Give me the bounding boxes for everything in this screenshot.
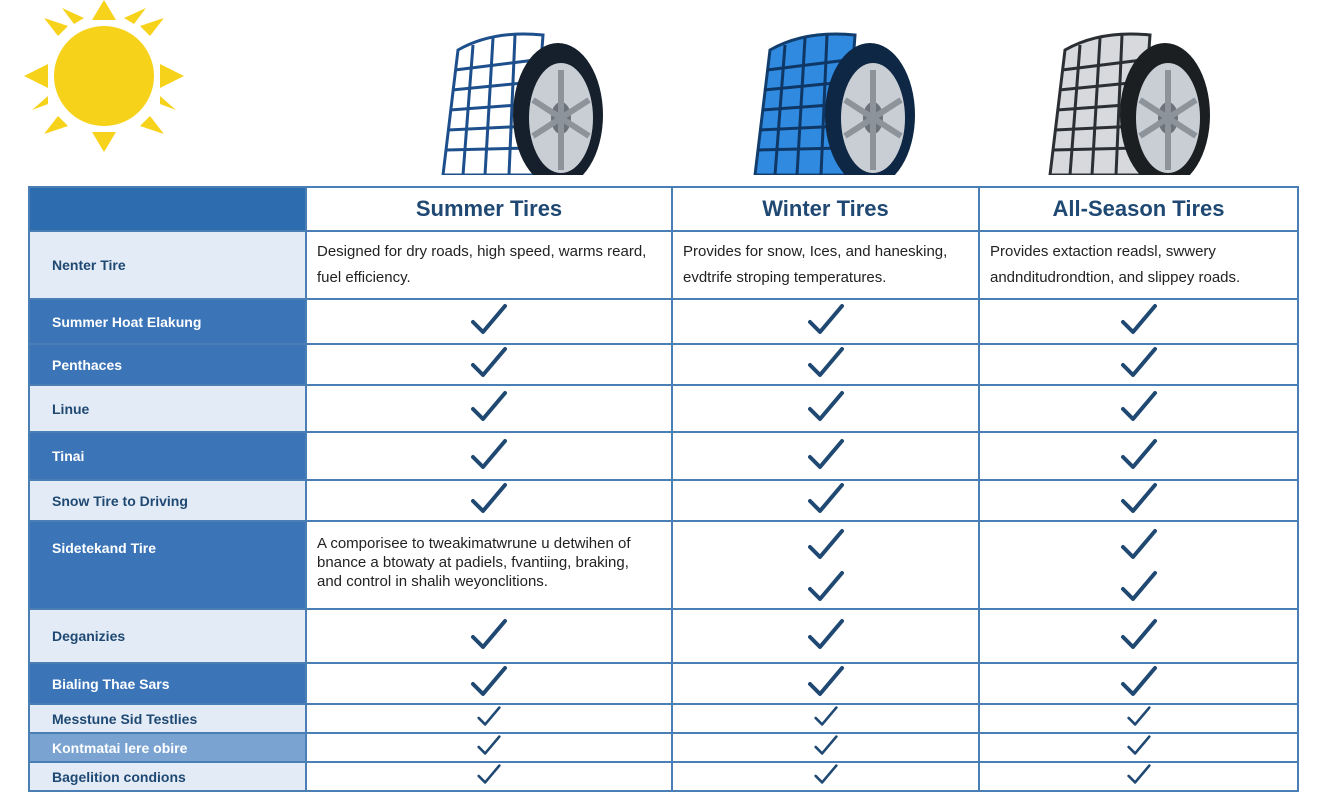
check-icon — [474, 734, 504, 756]
row-label: Snow Tire to Driving — [29, 480, 306, 521]
check-icon — [469, 617, 509, 651]
winter-description: Provides for snow, Ices, and hanesking, evdtrife stroping temperatures. — [672, 231, 979, 299]
check-icon — [474, 705, 504, 727]
check-icon — [469, 389, 509, 423]
table-row — [29, 704, 1298, 733]
column-summer-tires: Summer Tires — [306, 187, 672, 231]
check-icon — [806, 527, 846, 561]
check-icon — [806, 664, 846, 698]
summer-description: A comporisee to tweakimatwrune u detwihen of bnance a btowaty at padiels, fvantiing, braking, and control in shalih weyonclitions. — [306, 521, 672, 609]
table-row — [29, 344, 1298, 385]
check-icon — [806, 389, 846, 423]
row-label: Bialing Thae Sars — [29, 663, 306, 704]
table-row — [29, 385, 1298, 432]
table-row — [29, 432, 1298, 480]
check-icon — [469, 481, 509, 515]
check-icon — [1119, 569, 1159, 603]
row-label: Bagelition condions — [29, 762, 306, 791]
row-label: Messtune Sid Testlies — [29, 704, 306, 733]
check-icon — [806, 437, 846, 471]
summer-tire-icon — [433, 30, 603, 175]
table-corner — [29, 187, 306, 231]
row-label: Summer Hoat Elakung — [29, 299, 306, 344]
check-icon — [1119, 617, 1159, 651]
check-icon — [1119, 302, 1159, 336]
check-icon — [469, 437, 509, 471]
all-season-tire-icon — [1040, 30, 1210, 175]
row-label: Nenter Tire — [29, 231, 306, 299]
check-icon — [1124, 763, 1154, 785]
check-icon — [474, 763, 504, 785]
table-row — [29, 609, 1298, 663]
row-label: Tinai — [29, 432, 306, 480]
row-label: Kontmatai lere obire — [29, 733, 306, 762]
check-icon — [806, 569, 846, 603]
table-header-row — [29, 187, 1298, 231]
summer-description: Designed for dry roads, high speed, warms reard, fuel efficiency. — [306, 231, 672, 299]
check-icon — [469, 302, 509, 336]
row-label: Penthaces — [29, 344, 306, 385]
check-icon — [811, 734, 841, 756]
winter-tire-icon — [745, 30, 915, 175]
check-icon — [1119, 481, 1159, 515]
check-icon — [1119, 664, 1159, 698]
check-icon — [469, 664, 509, 698]
check-icon — [806, 302, 846, 336]
check-icon — [806, 481, 846, 515]
check-icon — [1119, 527, 1159, 561]
check-icon — [1124, 734, 1154, 756]
table-row — [29, 299, 1298, 344]
table-row — [29, 663, 1298, 704]
column-all-season-tires: All-Season Tires — [979, 187, 1298, 231]
table-row — [29, 231, 1298, 299]
check-icon — [806, 345, 846, 379]
table-row — [29, 733, 1298, 762]
check-icon — [1124, 705, 1154, 727]
column-winter-tires: Winter Tires — [672, 187, 979, 231]
check-icon — [1119, 437, 1159, 471]
check-icon — [811, 705, 841, 727]
check-icon — [811, 763, 841, 785]
row-label: Deganizies — [29, 609, 306, 663]
check-icon — [1119, 389, 1159, 423]
table-row — [29, 480, 1298, 521]
tire-comparison-table — [28, 186, 1299, 792]
row-label: Linue — [29, 385, 306, 432]
all-season-description: Provides extaction readsl, swwery andnditudrondtion, and slippey roads. — [979, 231, 1298, 299]
check-icon — [469, 345, 509, 379]
sun-icon — [18, 0, 190, 160]
row-label: Sidetekand Tire — [29, 521, 306, 609]
check-icon — [806, 617, 846, 651]
check-icon — [1119, 345, 1159, 379]
table-row — [29, 521, 1298, 609]
table-row — [29, 762, 1298, 791]
